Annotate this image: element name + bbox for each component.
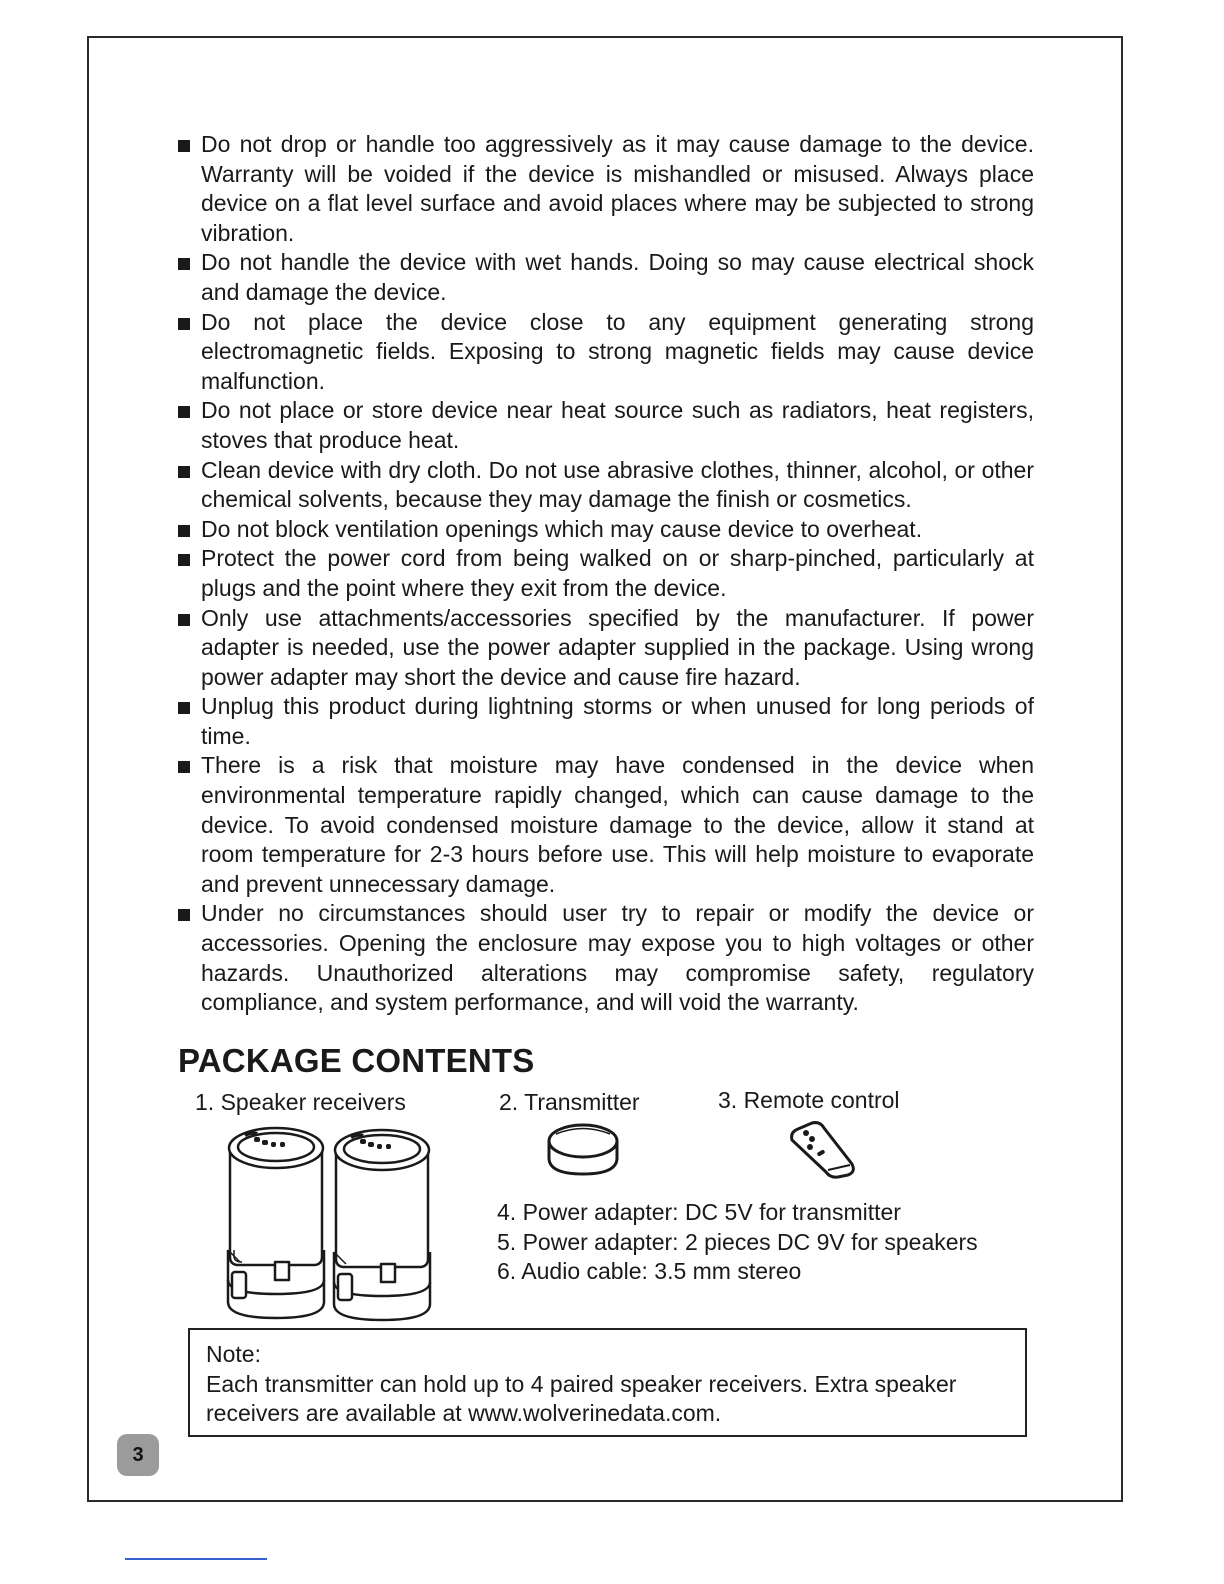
warning-item bbox=[178, 515, 1034, 545]
square-bullet-icon bbox=[178, 554, 190, 566]
square-bullet-icon bbox=[178, 909, 190, 921]
package-item-power-adapter-transmitter: 4. Power adapter: DC 5V for transmitter bbox=[497, 1199, 901, 1225]
speaker-receivers-illustration bbox=[220, 1122, 435, 1322]
package-item-transmitter: 2. Transmitter bbox=[499, 1089, 640, 1115]
warning-item bbox=[178, 308, 1034, 397]
warning-item bbox=[178, 899, 1034, 1017]
transmitter-illustration bbox=[544, 1120, 622, 1180]
safety-warnings-list bbox=[178, 130, 1034, 1018]
warning-text: Under no circumstances should user try to repair or modify the device or accessories. Opening the enclosure may expose you to high voltages or other hazards. Unauthorized alterations may compromise safety, regulatory compliance, and system performance, and will void the warranty. bbox=[201, 900, 1034, 1016]
warning-item bbox=[178, 456, 1034, 515]
package-item-audio-cable: 6. Audio cable: 3.5 mm stereo bbox=[497, 1258, 802, 1285]
square-bullet-icon bbox=[178, 614, 190, 626]
square-bullet-icon bbox=[178, 140, 190, 152]
warning-text: Clean device with dry cloth. Do not use abrasive clothes, thinner, alcohol, or other chemical solvents, because they may damage the finish or cosmetics. bbox=[201, 456, 1034, 513]
warning-text: There is a risk that moisture may have condensed in the device when environmental temperature rapidly changed, which can cause damage to the device. To avoid condensed moisture damage to the device, allow it stand at room temperature for 2-3 hours before use. This will help moisture to evaporate and prevent unnecessary damage. bbox=[201, 752, 1034, 897]
warning-item bbox=[178, 544, 1034, 603]
page-number-badge: 3 bbox=[117, 1434, 159, 1476]
package-item-remote-control: 3. Remote control bbox=[718, 1087, 900, 1113]
bottom-rule-line bbox=[125, 1558, 267, 1560]
square-bullet-icon bbox=[178, 702, 190, 714]
warning-item bbox=[178, 604, 1034, 693]
remote-control-illustration bbox=[784, 1120, 862, 1180]
warning-text: Do not handle the device with wet hands. Doing so may cause electrical shock and damage the device. bbox=[201, 249, 1034, 305]
note-text: Each transmitter can hold up to 4 paired speaker receivers. Extra speaker receivers are available at www.wolverinedata.com. bbox=[206, 1370, 957, 1427]
package-item-speaker-receivers: 1. Speaker receivers bbox=[195, 1089, 406, 1115]
warning-text: Only use attachments/accessories specified by the manufacturer. If power adapter is needed, use the power adapter supplied in the package. Using wrong power adapter may short the device and cause fire hazard. bbox=[201, 604, 1034, 690]
square-bullet-icon bbox=[178, 525, 190, 537]
warning-text: Do not place the device close to any equipment generating strong electromagnetic fields. Exposing to strong magnetic fields may cause device malfunction. bbox=[201, 308, 1034, 394]
warning-item bbox=[178, 751, 1034, 899]
warning-text: Do not block ventilation openings which may cause device to overheat. bbox=[201, 515, 923, 542]
note-label: Note: bbox=[206, 1341, 261, 1367]
speaker-left-image bbox=[228, 1128, 324, 1318]
warning-text: Unplug this product during lightning storms or when unused for long periods of time. bbox=[201, 693, 1034, 749]
square-bullet-icon bbox=[178, 406, 190, 418]
square-bullet-icon bbox=[178, 466, 190, 478]
package-item-power-adapter-speakers: 5. Power adapter: 2 pieces DC 9V for speakers bbox=[497, 1228, 978, 1255]
square-bullet-icon bbox=[178, 761, 190, 773]
warning-item bbox=[178, 692, 1034, 751]
package-contents-title: PACKAGE CONTENTS bbox=[178, 1042, 535, 1079]
warning-text: Protect the power cord from being walked on or sharp-pinched, particularly at plugs and the point where they exit from the device. bbox=[201, 545, 1034, 601]
warning-item bbox=[178, 130, 1034, 248]
package-extra-items bbox=[497, 1198, 978, 1287]
square-bullet-icon bbox=[178, 318, 190, 330]
warning-item bbox=[178, 396, 1034, 455]
warning-text: Do not place or store device near heat source such as radiators, heat registers, stoves that produce heat. bbox=[201, 397, 1034, 453]
warning-text: Do not drop or handle too aggressively as it may cause damage to the device. Warranty will be voided if the device is mishandled or misused. Always place device on a flat level surface and avoid places where may be subjected to strong vibration. bbox=[201, 131, 1034, 246]
warning-item bbox=[178, 248, 1034, 307]
speaker-right-image bbox=[334, 1130, 430, 1320]
note-box bbox=[188, 1328, 1027, 1437]
square-bullet-icon bbox=[178, 258, 190, 270]
